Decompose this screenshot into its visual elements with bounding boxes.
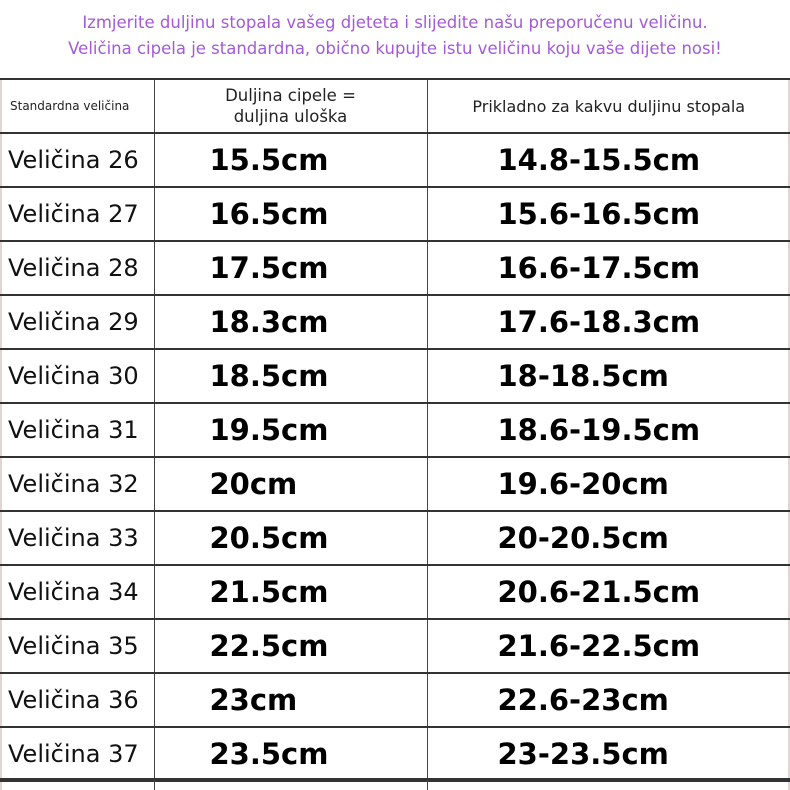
size-cell: Veličina 28 <box>0 241 154 295</box>
size-cell: Veličina 34 <box>0 565 154 619</box>
shoe-length-cell: 20.5cm <box>154 511 427 565</box>
shoe-length-cell: 19.5cm <box>154 403 427 457</box>
table-row <box>0 295 790 349</box>
table-continuation-divider-2 <box>427 780 428 790</box>
table-row <box>0 403 790 457</box>
table-header-row <box>0 79 790 133</box>
shoe-length-cell: 23.5cm <box>154 727 427 781</box>
shoe-length-cell: 23cm <box>154 673 427 727</box>
intro-line-1: Izmjerite duljinu stopala vašeg djeteta i slijedite našu preporučenu veličinu. <box>82 13 708 32</box>
header-standard-size: Standardna veličina <box>0 79 154 133</box>
foot-length-cell: 20-20.5cm <box>427 511 790 565</box>
foot-length-cell: 15.6-16.5cm <box>427 187 790 241</box>
shoe-length-cell: 18.3cm <box>154 295 427 349</box>
foot-length-cell: 21.6-22.5cm <box>427 619 790 673</box>
size-cell: Veličina 26 <box>0 133 154 187</box>
table-row <box>0 349 790 403</box>
foot-length-cell: 19.6-20cm <box>427 457 790 511</box>
header-shoe-length-line-1: Duljina cipele = <box>225 86 356 105</box>
shoe-length-cell: 16.5cm <box>154 187 427 241</box>
size-rows <box>0 133 790 781</box>
size-cell: Veličina 31 <box>0 403 154 457</box>
table-row <box>0 187 790 241</box>
shoe-length-cell: 15.5cm <box>154 133 427 187</box>
table-continuation-divider-1 <box>154 780 155 790</box>
shoe-length-cell: 20cm <box>154 457 427 511</box>
header-shoe-length-line-2: duljina uloška <box>233 107 348 126</box>
shoe-length-cell: 22.5cm <box>154 619 427 673</box>
foot-length-cell: 20.6-21.5cm <box>427 565 790 619</box>
table-continuation <box>0 778 790 790</box>
size-cell: Veličina 35 <box>0 619 154 673</box>
size-cell: Veličina 36 <box>0 673 154 727</box>
size-cell: Veličina 33 <box>0 511 154 565</box>
shoe-length-cell: 21.5cm <box>154 565 427 619</box>
size-cell: Veličina 30 <box>0 349 154 403</box>
foot-length-cell: 14.8-15.5cm <box>427 133 790 187</box>
intro-text <box>0 10 790 62</box>
foot-length-cell: 18.6-19.5cm <box>427 403 790 457</box>
shoe-length-cell: 18.5cm <box>154 349 427 403</box>
table-row <box>0 511 790 565</box>
table-row <box>0 457 790 511</box>
table-row <box>0 241 790 295</box>
foot-length-cell: 17.6-18.3cm <box>427 295 790 349</box>
intro-line-2: Veličina cipela je standardna, obično kupujte istu veličinu koju vaše dijete nosi! <box>68 39 722 58</box>
size-cell: Veličina 32 <box>0 457 154 511</box>
header-shoe-length <box>154 79 427 133</box>
size-cell: Veličina 37 <box>0 727 154 781</box>
foot-length-cell: 23-23.5cm <box>427 727 790 781</box>
table-row <box>0 565 790 619</box>
shoe-length-cell: 17.5cm <box>154 241 427 295</box>
table-row <box>0 727 790 781</box>
table-row <box>0 619 790 673</box>
size-chart-table <box>0 78 790 782</box>
header-foot-length: Prikladno za kakvu duljinu stopala <box>427 79 790 133</box>
foot-length-cell: 16.6-17.5cm <box>427 241 790 295</box>
foot-length-cell: 22.6-23cm <box>427 673 790 727</box>
table-row <box>0 673 790 727</box>
size-cell: Veličina 29 <box>0 295 154 349</box>
foot-length-cell: 18-18.5cm <box>427 349 790 403</box>
table-row <box>0 133 790 187</box>
size-cell: Veličina 27 <box>0 187 154 241</box>
